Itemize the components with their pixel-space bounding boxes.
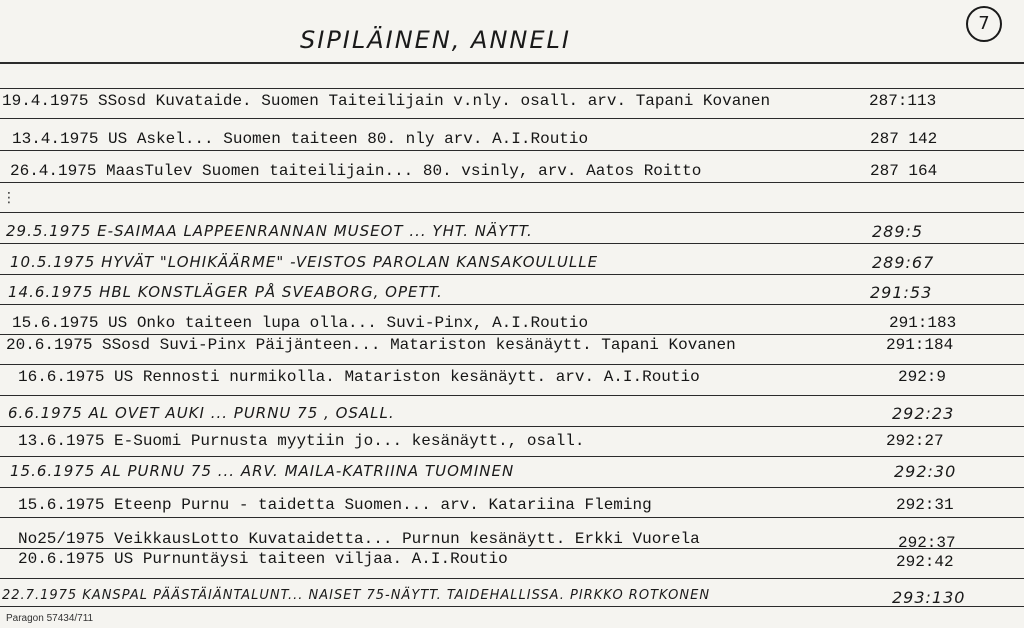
entry-ref: 292:27 (886, 432, 944, 450)
row-rule (0, 517, 1024, 518)
row-rule (0, 456, 1024, 457)
row-rule (0, 88, 1024, 89)
entry-text: 20.6.1975 SSosd Suvi-Pinx Päijänteen... Matariston kesänäytt. Tapani Kovanen (6, 336, 736, 354)
row-rule (0, 212, 1024, 213)
entry-text: 16.6.1975 US Rennosti nurmikolla. Matariston kesänäytt. arv. A.I.Routio (18, 368, 700, 386)
entry-text-handwritten: 14.6.1975 HBL KONSTLÄGER PÅ SVEABORG, OPETT. (8, 283, 443, 301)
row-rule (0, 578, 1024, 579)
entry-ref: 292:9 (898, 368, 947, 386)
row-rule (0, 487, 1024, 488)
entry-text-handwritten: 6.6.1975 AL OVET AUKI ... PURNU 75 , OSALL. (8, 404, 395, 422)
row-rule (0, 606, 1024, 607)
row-rule (0, 364, 1024, 365)
entry-ref: 287:113 (869, 92, 937, 110)
entry-text-handwritten: 10.5.1975 HYVÄT "LOHIKÄÄRME" -VEISTOS PAROLAN KANSAKOULULLE (10, 253, 599, 271)
row-rule (0, 274, 1024, 275)
row-rule (0, 150, 1024, 151)
entry-ref-handwritten: 292:23 (892, 404, 955, 423)
entry-text: 13.6.1975 E-Suomi Purnusta myytiin jo... kesänäytt., osall. (18, 432, 585, 450)
row-rule (0, 426, 1024, 427)
entry-ref-handwritten: 291:53 (870, 283, 933, 302)
entry-ref-handwritten: 292:30 (894, 462, 957, 481)
entry-text: 15.6.1975 Eteenp Purnu - taidetta Suomen... arv. Katariina Fleming (18, 496, 652, 514)
entry-ref: 291:183 (889, 314, 957, 332)
entry-ref-handwritten: 289:5 (872, 222, 924, 241)
entry-text: 15.6.1975 US Onko taiteen lupa olla... Suvi-Pinx, A.I.Routio (12, 314, 589, 332)
row-rule (0, 548, 1024, 549)
row-rule (0, 243, 1024, 244)
entry-ref: 292:31 (896, 496, 954, 514)
stray-marks: ⋮ (2, 190, 16, 206)
entry-text: 20.6.1975 US Purnuntäysi taiteen viljaa. A.I.Routio (18, 550, 508, 568)
entry-ref: 287 142 (870, 130, 938, 148)
entry-ref-handwritten: 293:130 (892, 588, 966, 607)
row-rule (0, 304, 1024, 305)
entry-ref: 291:184 (886, 336, 954, 354)
entry-text-handwritten: 29.5.1975 E-SAIMAA LAPPEENRANNAN MUSEOT ... YHT. NÄYTT. (6, 222, 533, 240)
header-rule (0, 62, 1024, 64)
entry-text-handwritten: 22.7.1975 KANSPAL PÄÄSTÄIÄNTALUNT... NAISET 75-NÄYTT. TAIDEHALLISSA. PIRKKO ROTKONEN (2, 588, 711, 603)
entry-ref-handwritten: 289:67 (872, 253, 935, 272)
row-rule (0, 182, 1024, 183)
entry-ref: 292:37 (898, 534, 956, 552)
entry-text: 26.4.1975 MaasTulev Suomen taiteilijain... 80. vsinly, arv. Aatos Roitto (10, 162, 702, 180)
entry-text-handwritten: 15.6.1975 AL PURNU 75 ... ARV. MAILA-KATRIINA TUOMINEN (10, 462, 515, 480)
entry-text: 19.4.1975 SSosd Kuvataide. Suomen Taiteilijain v.nly. osall. arv. Tapani Kovanen (2, 92, 771, 110)
row-rule (0, 395, 1024, 396)
row-rule (0, 334, 1024, 335)
printer-imprint: Paragon 57434/711 (6, 613, 94, 624)
card-title: SIPILÄINEN, ANNELI (300, 26, 571, 54)
row-rule (0, 118, 1024, 119)
card-number: 7 (966, 6, 1002, 42)
entry-text: 13.4.1975 US Askel... Suomen taiteen 80. nly arv. A.I.Routio (12, 130, 589, 148)
entry-ref: 292:42 (896, 553, 954, 571)
entry-text: No25/1975 VeikkausLotto Kuvataidetta... Purnun kesänäytt. Erkki Vuorela (18, 530, 700, 548)
entry-ref: 287 164 (870, 162, 938, 180)
